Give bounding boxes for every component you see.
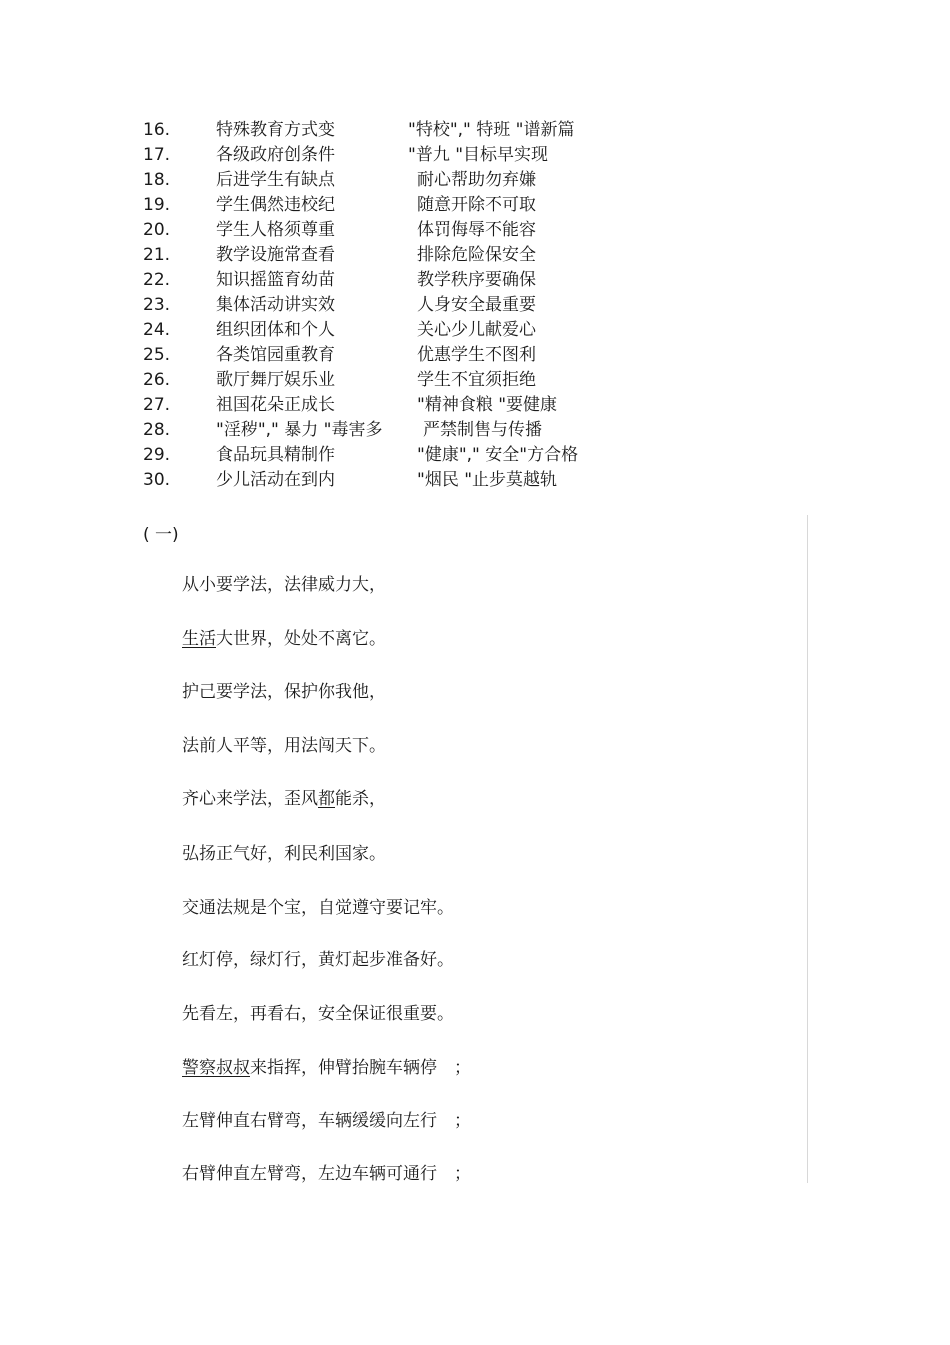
poem-line (182, 842, 386, 866)
item-second-line: 严禁制售与传播 (423, 420, 542, 440)
poem-line (182, 680, 386, 704)
item-second-line: "精神食粮 "要健康 (417, 395, 558, 415)
item-number: 29. (143, 445, 171, 465)
item-second-line: 学生不宜须拒绝 (417, 370, 536, 390)
item-second-line: 人身安全最重要 (417, 295, 536, 315)
list-item (143, 368, 663, 393)
underlined-word: 都 (318, 789, 335, 809)
item-second-line: 教学秩序要确保 (417, 270, 536, 290)
poem-line-text: 左臂伸直右臂弯，车辆缓缓向左行 ； (182, 1111, 471, 1131)
item-second-line: 随意开除不可取 (417, 195, 536, 215)
item-first-line: 特殊教育方式变 (216, 120, 335, 140)
item-first-line: 食品玩具精制作 (216, 445, 335, 465)
poem-line-text: 大世界，处处不离它。 (216, 629, 386, 649)
underlined-word: 生活 (182, 629, 216, 649)
list-item (143, 268, 663, 293)
list-item (143, 393, 663, 418)
item-number: 26. (143, 370, 171, 390)
poem-line-text: 红灯停，绿灯行，黄灯起步准备好。 (182, 950, 454, 970)
item-second-line: 耐心帮助勿弃嫌 (417, 170, 536, 190)
item-first-line: 集体活动讲实效 (216, 295, 335, 315)
underlined-word: 警察叔叔 (182, 1058, 250, 1078)
item-second-line: 优惠学生不图利 (417, 345, 536, 365)
list-item (143, 143, 663, 168)
poem-line (182, 787, 386, 811)
item-number: 23. (143, 295, 171, 315)
poem-line (182, 896, 454, 920)
list-item (143, 418, 663, 443)
item-number: 30. (143, 470, 171, 490)
item-number: 24. (143, 320, 171, 340)
item-first-line: 后进学生有缺点 (216, 170, 335, 190)
item-first-line: 歌厅舞厅娱乐业 (216, 370, 335, 390)
list-item (143, 118, 663, 143)
list-item (143, 218, 663, 243)
item-number: 28. (143, 420, 171, 440)
item-second-line: "烟民 "止步莫越轨 (417, 470, 558, 490)
item-first-line: 祖国花朵正成长 (216, 395, 335, 415)
poem-line (182, 627, 386, 651)
item-number: 17. (143, 145, 171, 165)
list-item (143, 168, 663, 193)
list-item (143, 318, 663, 343)
item-first-line: 组织团体和个人 (216, 320, 335, 340)
list-item (143, 443, 663, 468)
list-item (143, 193, 663, 218)
item-number: 18. (143, 170, 171, 190)
poem-line (182, 948, 454, 972)
poem-line (182, 1056, 471, 1080)
section-heading: ( 一) (143, 525, 179, 545)
item-first-line: 各类馆园重教育 (216, 345, 335, 365)
poem-line-text: 先看左，再看右，安全保证很重要。 (182, 1004, 454, 1024)
poem-line-text: 来指挥，伸臂抬腕车辆停 ； (250, 1058, 471, 1078)
poem-line (182, 1162, 471, 1186)
item-first-line: 各级政府创条件 (216, 145, 335, 165)
item-number: 27. (143, 395, 171, 415)
poem-line-text: 齐心来学法，歪风 (182, 789, 318, 809)
list-item (143, 293, 663, 318)
poem-line-text: 交通法规是个宝，自觉遵守要记牢。 (182, 898, 454, 918)
item-first-line: 学生偶然违校纪 (216, 195, 335, 215)
item-second-line: 体罚侮辱不能容 (417, 220, 536, 240)
poem-line-text: 从小要学法，法律威力大， (182, 575, 386, 595)
item-second-line: 排除危险保安全 (417, 245, 536, 265)
poem-line-text: 右臂伸直左臂弯，左边车辆可通行 ； (182, 1164, 471, 1184)
item-second-line: "健康"," 安全"方合格 (417, 445, 579, 465)
item-first-line: "淫秽"," 暴力 "毒害多 (216, 420, 383, 440)
item-second-line: "普九 "目标早实现 (408, 145, 549, 165)
poem-line (182, 1002, 454, 1026)
poem-line-text: 能杀， (335, 789, 386, 809)
item-second-line: 关心少儿献爱心 (417, 320, 536, 340)
poem-line-text: 弘扬正气好，利民利国家。 (182, 844, 386, 864)
poem-line (182, 573, 386, 597)
poem-line-text: 护己要学法，保护你我他， (182, 682, 386, 702)
item-number: 20. (143, 220, 171, 240)
item-first-line: 知识摇篮育幼苗 (216, 270, 335, 290)
item-first-line: 少儿活动在到内 (216, 470, 335, 490)
item-number: 21. (143, 245, 171, 265)
list-item (143, 343, 663, 368)
item-number: 22. (143, 270, 171, 290)
item-first-line: 教学设施常查看 (216, 245, 335, 265)
poem-section (143, 515, 808, 1183)
poem-line (182, 734, 386, 758)
numbered-rhyme-list (143, 118, 663, 493)
poem-line-text: 法前人平等，用法闯天下。 (182, 736, 386, 756)
list-item (143, 243, 663, 268)
list-item (143, 468, 663, 493)
item-second-line: "特校"," 特班 "谱新篇 (408, 120, 575, 140)
item-number: 25. (143, 345, 171, 365)
item-first-line: 学生人格须尊重 (216, 220, 335, 240)
item-number: 19. (143, 195, 171, 215)
poem-line (182, 1109, 471, 1133)
item-number: 16. (143, 120, 171, 140)
